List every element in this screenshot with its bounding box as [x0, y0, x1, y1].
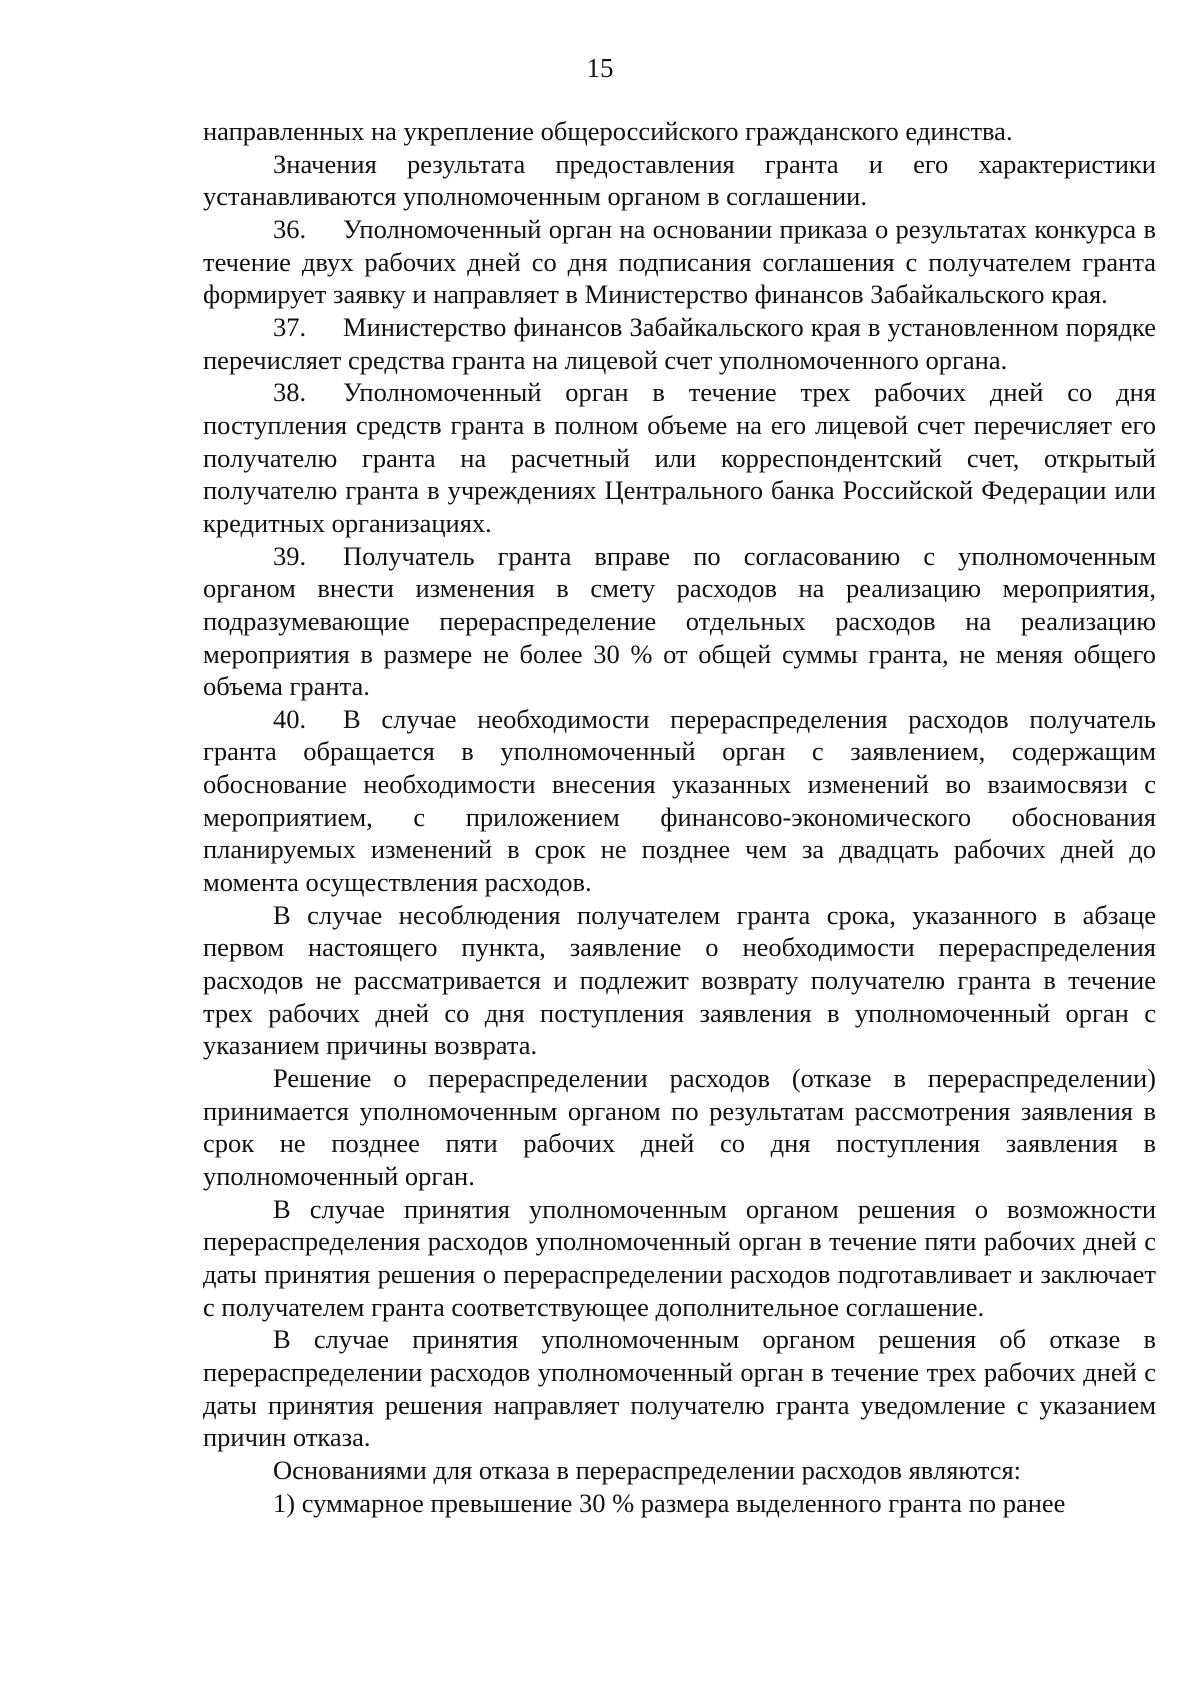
paragraph-approval — [203, 1193, 1156, 1324]
clause-number: 40. — [273, 703, 307, 734]
clause-36 — [203, 213, 1156, 311]
clause-40 — [203, 703, 1156, 899]
paragraph-text: 1) суммарное превышение 30 % размера выделенного гранта по ранее — [273, 1487, 1066, 1518]
list-item-1 — [203, 1487, 1156, 1520]
document-body — [203, 115, 1156, 1519]
paragraph-refusal-grounds — [203, 1454, 1156, 1487]
paragraph-text: Уполномоченный орган в течение трех рабочих дней со дня поступления средств гранта в полном объеме на его лицевой счет перечисляет его получателю гранта на расчетный или корреспондентский счет, открытый получателю гранта в учреждениях Центрального банка Российской Федерации или кредитных организациях. — [203, 377, 1156, 538]
paragraph-text: Основаниями для отказа в перераспределении расходов являются: — [273, 1454, 1022, 1485]
paragraph-text: В случае необходимости перераспределения расходов получатель гранта обращается в уполномоченный орган с заявлением, содержащим обоснование необходимости внесения указанных изменений во взаимосвязи с мероприятием, с приложением финансово-экономического обоснования планируемых изменений в срок не позднее чем за двадцать рабочих дней до момента осуществления расходов. — [203, 703, 1156, 898]
paragraph-continuation — [203, 115, 1156, 148]
clause-number: 39. — [273, 540, 307, 571]
paragraph-text: направленных на укрепление общероссийского гражданского единства. — [203, 116, 1013, 146]
paragraph-result-values — [203, 148, 1156, 213]
paragraph-text: В случае принятия уполномоченным органом решения о возможности перераспределения расходов уполномоченный орган в течение пяти рабочих дней с даты принятия решения о перераспределении расходов подготавливает и заключает с получателем гранта соответствующее дополнительное соглашение. — [203, 1193, 1156, 1322]
paragraph-text: Получатель гранта вправе по согласованию с уполномоченным органом внести изменения в смету расходов на реализацию мероприятия, подразумевающие перераспределение отдельных расходов на реализацию мероприятия в размере не более 30 % от общей суммы гранта, не меняя общего объема гранта. — [203, 540, 1156, 702]
clause-38 — [203, 376, 1156, 539]
clause-37 — [203, 311, 1156, 376]
paragraph-text: Министерство финансов Забайкальского края в установленном порядке перечисляет средства гранта на лицевой счет уполномоченного органа. — [203, 311, 1156, 375]
paragraph-decision — [203, 1062, 1156, 1193]
paragraph-text: Уполномоченный орган на основании приказа о результатах конкурса в течение двух рабочих дней со дня подписания соглашения с получателем гранта формирует заявку и направляет в Министерство финансов Забайкальского края. — [203, 213, 1156, 310]
paragraph-text: В случае принятия уполномоченным органом решения об отказе в перераспределении расходов уполномоченный орган в течение трех рабочих дней с даты принятия решения направляет получателю гранта уведомление с указанием причин отказа. — [203, 1324, 1156, 1453]
paragraph-text: В случае несоблюдения получателем гранта срока, указанного в абзаце первом настоящего пункта, заявление о необходимости перераспределения расходов не рассматривается и подлежит возврату получателю гранта в течение трех рабочих дней со дня поступления заявления в уполномоченный орган с указанием причины возврата. — [203, 899, 1156, 1061]
clause-number: 37. — [273, 311, 307, 342]
clause-39 — [203, 540, 1156, 703]
clause-number: 36. — [273, 213, 307, 244]
paragraph-text: Значения результата предоставления гранта и его характеристики устанавливаются уполномоченным органом в соглашении. — [203, 148, 1156, 212]
paragraph-refusal — [203, 1323, 1156, 1454]
paragraph-text: Решение о перераспределении расходов (отказе в перераспределении) принимается уполномоченным органом по результатам рассмотрения заявления в срок не позднее пяти рабочих дней со дня поступления заявления в уполномоченный орган. — [203, 1063, 1156, 1191]
clause-number: 38. — [273, 377, 307, 408]
page-number: 15 — [586, 53, 614, 83]
paragraph-noncompliance — [203, 899, 1156, 1062]
